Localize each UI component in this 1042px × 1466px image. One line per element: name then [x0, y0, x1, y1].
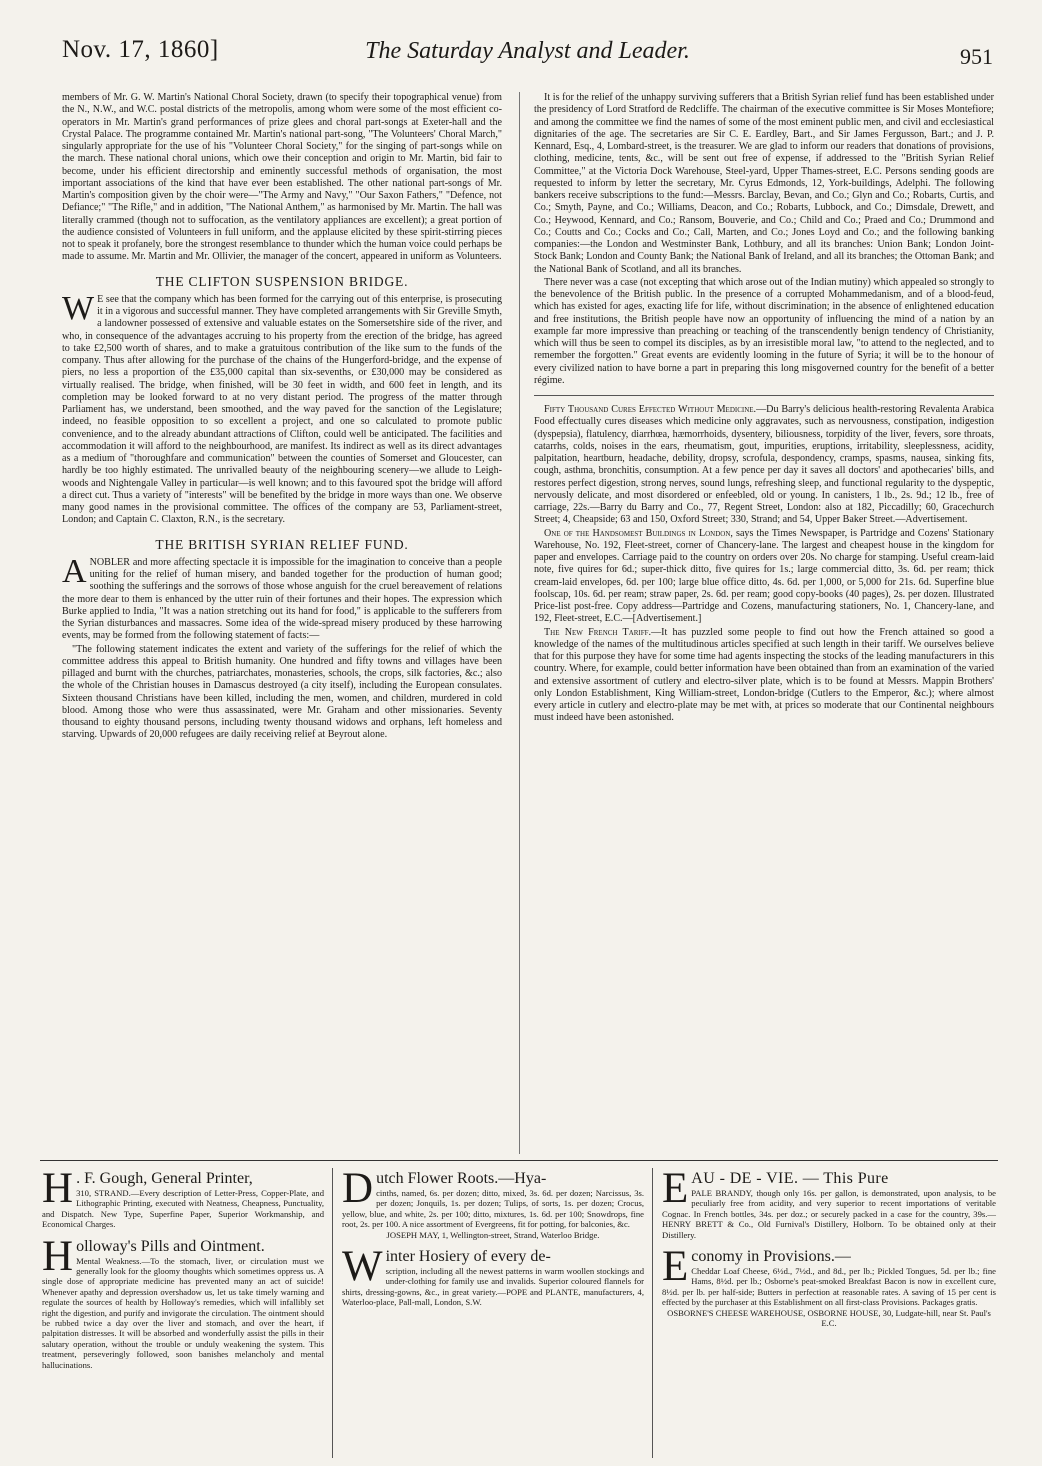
eau-body: PALE BRANDY, though only 16s. per gallon, is demonstrated, upon analysis, to be peculiarly free from acidity, and very superior to recent importations of veritable Cognac. In French bottles, 34s. per doz.; or securely packed in a case for the country, 39s.—HENRY BRETT & Co., Old Furnival's Distillery, Holborn. To be obtained only at their Distillery.	[662, 1188, 996, 1240]
dutch-heading: utch Flower Roots.—Hya-	[376, 1170, 547, 1187]
syrian-dropcap: A	[62, 552, 87, 590]
ads-column-2	[342, 1165, 644, 1316]
clifton-article	[62, 289, 502, 527]
buildings-body: says the Times Newspaper, is Partridge and Cozens' Stationary Warehouse, No. 192, Fleet-street, corner of Chancery-lane. The largest and cheapest house in the kingdom for paper and envelopes. Carriage paid to the country on orders over 20s. No charge for stamping. Useful cream-laid note, five quires for 6d.; super-thick ditto, five quires for 1s.; large commercial ditto, 3s. 6d. per ream; thick cream-laid envelopes, 6d. per 100; large blue office ditto, 4s. 6d. per 1,000, or 5,000 for 21s. 6d. Superfine blue foolscap, 10s. 6d. per ream; straw paper, 2s. 6d. per ream; good copy-books (40 pages), 2s. per dozen. Illustrated Price-list post-free. Copy address—Partridge and Cozens, manufacturing stationers, No. 1, Chancery-lane, and 192, Fleet-street, E.C.—[Advertisement.]	[534, 527, 994, 625]
eau-advertisement	[662, 1165, 996, 1240]
gough-heading: . F. Gough, General Printer,	[76, 1170, 253, 1187]
tariff-heading: The New French Tariff.	[544, 626, 652, 638]
advertisement-rule	[40, 1160, 998, 1161]
buildings-heading: One of the Handsomest Buildings in London,	[544, 527, 733, 539]
syrian-continuation: It is for the relief of the unhappy surviving sufferers that a British Syrian relief fund has been established under the presidency of Lord Stratford de Redcliffe. The chairman of the executive committee is Sir Moses Montefiore; and among the committee we find the names of some of the most eminent public men, and civil and ecclesiastical dignitaries of the age. The secretaries are Sir C. E. Eardley, Bart., and Sir James Fergusson, Bart.; and J. P. Kennard, Esq., 4, Lombard-street, is the treasurer. We are glad to inform our readers that donations of provisions, clothing, medicine, tents, &c., will be sent out free of expense, if addressed to the "British Syrian Relief Committee," at the Victoria Dock Warehouse, Steel-yard, Upper Thames-street, E.C. Persons sending goods are requested to inform by letter the secretary, Mr. Cyrus Edmonds, 12, York-buildings, Adelphi. The following bankers receive subscriptions to the fund:—Messrs. Barclay, Bevan, and Co.; Glyn and Co.; Robarts, Curtis, and Co.; Smyth, Payne, and Co.; Williams, Deacon, and Co.; Robarts, Lubbock, and Co.; Dimsdale, Drewett, and Co.; Heywood, Kennard, and Co.; Ransom, Bouverie, and Co.; Child and Co.; Praed and Co.; Drummond and Co.; Coutts and Co.; Cocks and Co.; Call, Marten, and Co.; Jones Loyd and Co.; and the following banking companies:—the London and Westminster Bank, Lothbury, and all its branches: Union Bank; London Joint-Stock Bank; London and County Bank; the National Bank of Ireland, and all its branches; the Ottoman Bank; and the National Bank of Scotland, and all its branches.	[534, 92, 994, 275]
buildings-advertisement	[534, 528, 994, 626]
dutch-address: JOSEPH MAY, 1, Wellington-street, Strand, Waterloo Bridge.	[386, 1229, 600, 1240]
winter-advertisement	[342, 1243, 644, 1308]
holloway-advertisement	[42, 1232, 324, 1370]
economy-heading: conomy in Provisions.—	[691, 1248, 851, 1266]
choral-article-end: members of Mr. G. W. Martin's National Choral Society, drawn (to specify their topographical venue) from the N., N.W., and W.C. postal districts of the metropolis, among whom were some of the most efficient co-operators in Mr. Martin's grand performances of prize glees and choral part-songs at Exeter-hall and the Crystal Palace. The programme contained Mr. Martin's national part-song, "The Volunteers' Choral March," singularly appropriate for the use of his "Volunteer Choral Society," for the singing of part-songs while on the march. These national choral unions, which owe their conception and origin to Mr. Martin, bid fair to become, under his efficient directorship and eminently successful methods of organisation, the most important associations of the kind that have ever been established. The other national part-songs of Mr. Martin's composition given by the choir were—"The Army and Navy," "Our Saxon Fathers," "Defence, not Defiance;" "The Rifle," and in addition, "The National Anthem," as harmonised by Mr. Martin. The hall was literally crammed (though not to suffocation, as the ventilatory appliances are excellent); a great portion of the audience consisted of Volunteers in full uniform, and the applause elicited by these spirit-stirring pieces not to speak it profanely, bore the strongest resemblance to thunder which the human voice could perhaps be made to assume. Mr. Martin and Mr. Ollivier, the manager of the concert, appeared in uniform as Volunteers.	[62, 92, 502, 263]
right-column	[534, 92, 994, 726]
dutch-initial: D	[342, 1165, 374, 1212]
dutch-advertisement	[342, 1165, 644, 1240]
clifton-dropcap: W	[62, 289, 95, 327]
left-column	[62, 92, 502, 743]
page-number: 951	[960, 44, 993, 69]
syrian-quote: "The following statement indicates the extent and variety of the sufferings for the relief of which the committee address this appeal to British humanity. One hundred and fifty towns and villages have been pillaged and burnt with the churches, patriarchates, monasteries, schools, the crops, silk factories, &c.; also the whole of the Christian houses in Damascus destroyed (a city itself), including the European consulates. Sixteen thousand Christians have been killed, including the men, women, and children, murdered in cold blood. Among those who were thus assassinated, were Mr. Graham and other missionaries. Seventy thousand to eighty thousand persons, including twenty thousand widows and orphans, left homeless and starving. Upwards of 20,000 refugees are daily receiving relief at Beyrout alone.	[62, 643, 502, 741]
ad-divider-1	[332, 1168, 333, 1458]
cures-body: —Du Barry's delicious health-restoring Revalenta Arabica Food effectually cures diseases which medicine only aggravates, such as nervousness, constipation, indigestion (dyspepsia), flatulency, diarrhœa, hæmorrhoids, dysentery, biliousness, torpidity of the liver, fevers, sore throats, catarrhs, colds, noises in the ears, rheumatism, gout, impurities, eruptions, irritability, sleeplessness, acidity, palpitation, heartburn, headache, debility, dropsy, scrofula, despondency, cramps, spasms, nausea, sinking fits, cough, asthma, bronchitis, consumption. At a few pence per day it saves all doctors' and apothecaries' bills, and restores perfect digestion, strong nerves, sound lungs, refreshing sleep, and functional regularity to the dyspeptic, nervously delicate, and most disordered or enfeebled, old or young. In canisters, 1 lb., 2s. 9d.; 12 lb., free of carriage, 22s.—Barry du Barry and Co., 77, Regent Street, London: also at 182, Piccadilly; 60, Gracechurch Street; 4, Cheapside; 63 and 150, Oxford Street; 330, Strand; and 54, Upper Baker Street.—Advertisement.	[534, 404, 994, 526]
winter-initial: W	[342, 1243, 383, 1291]
page-header	[60, 30, 995, 78]
winter-heading: inter Hosiery of every de-	[385, 1248, 551, 1266]
ad-divider-2	[652, 1168, 653, 1458]
syrian-article	[62, 552, 502, 643]
syrian-body: NOBLER and more affecting spectacle it is impossible for the imagination to conceive than a people uniting for the relief of human misery, and banded together for the production of human good; soothing the sufferings and the sorrows of those whose anguish for the cruel bereavement of relations the more dear to them is enhanced by the utter ruin of their fortunes and their hopes. The expression which Burke applied to India, "It was a nation stretching out its hand for food," is applicable to the sufferers from the Syrian disturbances and massacres. Some idea of the wide-spread misery produced by these harrowing events, may be formed from the following statement of facts:—	[62, 556, 502, 642]
column-divider	[519, 92, 520, 1154]
dutch-body: cinths, named, 6s. per dozen; ditto, mixed, 3s. 6d. per dozen; Narcissus, 3s. per dozen; Jonquils, 1s. per dozen; Tulips, of sorts, 1s. per dozen; Crocus, yellow, blue, and white, 2s. per 100; ditto, mixtures, 1s. 6d. per 100; Snowdrops, fine root, 2s. per 100. A nice assortment of Evergreens, fit for potting, for balconies, &c.	[342, 1188, 644, 1230]
clifton-heading: THE CLIFTON SUSPENSION BRIDGE.	[155, 273, 409, 289]
eau-heading: AU - DE - VIE. — This Pure	[691, 1170, 889, 1187]
gough-advertisement	[42, 1165, 324, 1230]
ads-column-3	[662, 1165, 996, 1336]
clifton-body: E see that the company which has been formed for the carrying out of this enterprise, is prosecuting it in a vigorous and successful manner. They have completed arrangements with Sir Greville Smyth, a landowner possessed of extensive and valuable estates on the Somersetshire side of the river, and who, in consequence of the advantages accruing to his property from the erection of the bridge, has agreed to take £2,500 worth of shares, and to make a gratuitous contribution of the like sum to the funds of the company. Thus after allowing for the purchase of the chains of the Hungerford-bridge, and the expense of piers, no less a proportion of the £35,000 capital than six-sevenths, or £30,000 may be considered as virtually realised. The bridge, when finished, will be 30 feet in width, and 600 feet in length, and its completion may be looked forward to at no very distant period. The progress of the matter through Parliament has, we understand, been smoothed, and the way paved for the sanction of the Legislature; indeed, no feasible opposition to so excellent a project, and one so calculated to promote public convenience, and to the already abundant attractions of Clifton, could well be anticipated. The facilities and accommodation it will afford to the neighbourhood, are manifest. Its indirect as well as its direct advantages as a medium of "thoroughfare and communication" between the counties of Somerset and Gloucester, can hardly be too highly estimated. The unrivalled beauty of the neighbouring scenery—we allude to Leigh-woods and Nightengale Valley in particular—is well known; and to this favoured spot the bridge will afford a direct cut. Thus a variety of "interests" will be benefited by the bridge in more ways than one. We observe many good names in the provisional committee. The offices of the company are 53, Parliament-street, London; and Captain C. Claxton, R.N., is the secretary.	[62, 293, 502, 526]
ads-column-1	[42, 1165, 324, 1378]
tariff-body: —It has puzzled some people to find out how the French attained so good a knowledge of the names of the multitudinous articles specified at such length in their tariff. We ourselves believe that for this purpose they have for some time had agents inspecting the stocks of the leading manufacturers in this country. Where, for example, could better information have been obtained than from an examination of the varied and extensive assortment of cutlery and electro-silver plate, which is to be found at Messrs. Mappin Brothers' only London Establishment, King William-street, London-bridge (Cutlers to the Emperor, &c.); where almost every article in cutlery and electro-plate may be met with, at prices so moderate that our Continental neighbours must indeed have been astonished.	[534, 626, 994, 724]
economy-initial: E	[662, 1243, 689, 1291]
economy-body: Cheddar Loaf Cheese, 6½d., 7½d., and 8d., per lb.; Pickled Tongues, 5d. per lb.; fine Hams, 8½d. per lb.; Osborne's peat-smoked Breakfast Bacon is now in excellent cure, 8½d. per lb. per half-side; Butters in perfection at reasonable rates. A saving of 15 per cent is effected by the purchaser at this Establishment on all first-class Provisions. Packages gratis.	[662, 1266, 996, 1308]
cures-heading: Fifty Thousand Cures Effected Without Medicine.	[544, 404, 757, 415]
gough-initial: H	[42, 1165, 74, 1212]
holloway-body: Mental Weakness.—To the stomach, liver, or circulation must we generally look for the gloomy thoughts which sometimes oppress us. A single dose of appropriate medicine has prevented many an act of suicide! Whenever apathy and depression overshadow us, let us take timely warning and regulate the sources of health by Holloway's remedies, which will infallibly set right the digestion, and purify and invigorate the circulation. The ointment should be rubbed twice a day over the liver and stomach, and over the heart, if palpitation distresses. It will be absorbed and wonderfully assist the pills in their salutary operation, without the trouble or unduly weakening the system. This treatment, perseveringly followed, soon banishes melancholy and mental hallucinations.	[42, 1255, 324, 1370]
holloway-heading: olloway's Pills and Ointment.	[76, 1237, 265, 1255]
gough-body: 310, STRAND.—Every description of Letter-Press, Copper-Plate, and Lithographic Printing, executed with Neatness, Cheapness, Punctuality, and Dispatch. New Type, Superfine Paper, Superior Workmanship, and Economical Charges.	[42, 1188, 324, 1230]
holloway-initial: H	[42, 1232, 74, 1280]
syrian-continuation-2: There never was a case (not excepting that which arose out of the Indian mutiny) which appealed so strongly to the benevolence of the British public. In the presence of a corrupted Mohammedanism, and of a blood-feud, which has existed for ages, exacting life for life, without discrimination; in the absence of enlightened education and free institutions, the British people have now an opportunity of influencing the mind of a nation by an example far more impressive than preaching or teaching of the transcendently benign tendency of Christianity, which will thus be seen to compel its disciples, as by an irresistible moral law, "to attend to the neglected, and to remember the forgotten." Great events are evidently looming in the future of Syria; it will be to the honour of every civilized nation to have borne a part in preparing this long misgoverned country for the benefit of a better régime.	[534, 276, 994, 386]
eau-initial: E	[662, 1165, 689, 1212]
cures-advertisement	[534, 404, 994, 527]
issue-date: Nov. 17, 1860]	[62, 36, 219, 63]
winter-body: scription, including all the newest patterns in warm woollen stockings and under-clothing for family use and invalids. Superior coloured flannels for shirts, dressing-gowns, &c., in great variety.—POPE and PLANTE, manufacturers, 4, Waterloo-place, Pall-mall, London, S.W.	[342, 1266, 644, 1308]
tariff-article	[534, 627, 994, 725]
economy-advertisement	[662, 1243, 996, 1329]
syrian-heading: THE BRITISH SYRIAN RELIEF FUND.	[155, 536, 409, 552]
economy-address: OSBORNE'S CHEESE WAREHOUSE, OSBORNE HOUSE, 30, Ludgate-hill, near St. Paul's E.C.	[667, 1307, 991, 1329]
publication-title: The Saturday Analyst and Leader.	[365, 38, 690, 64]
section-rule	[534, 395, 994, 396]
